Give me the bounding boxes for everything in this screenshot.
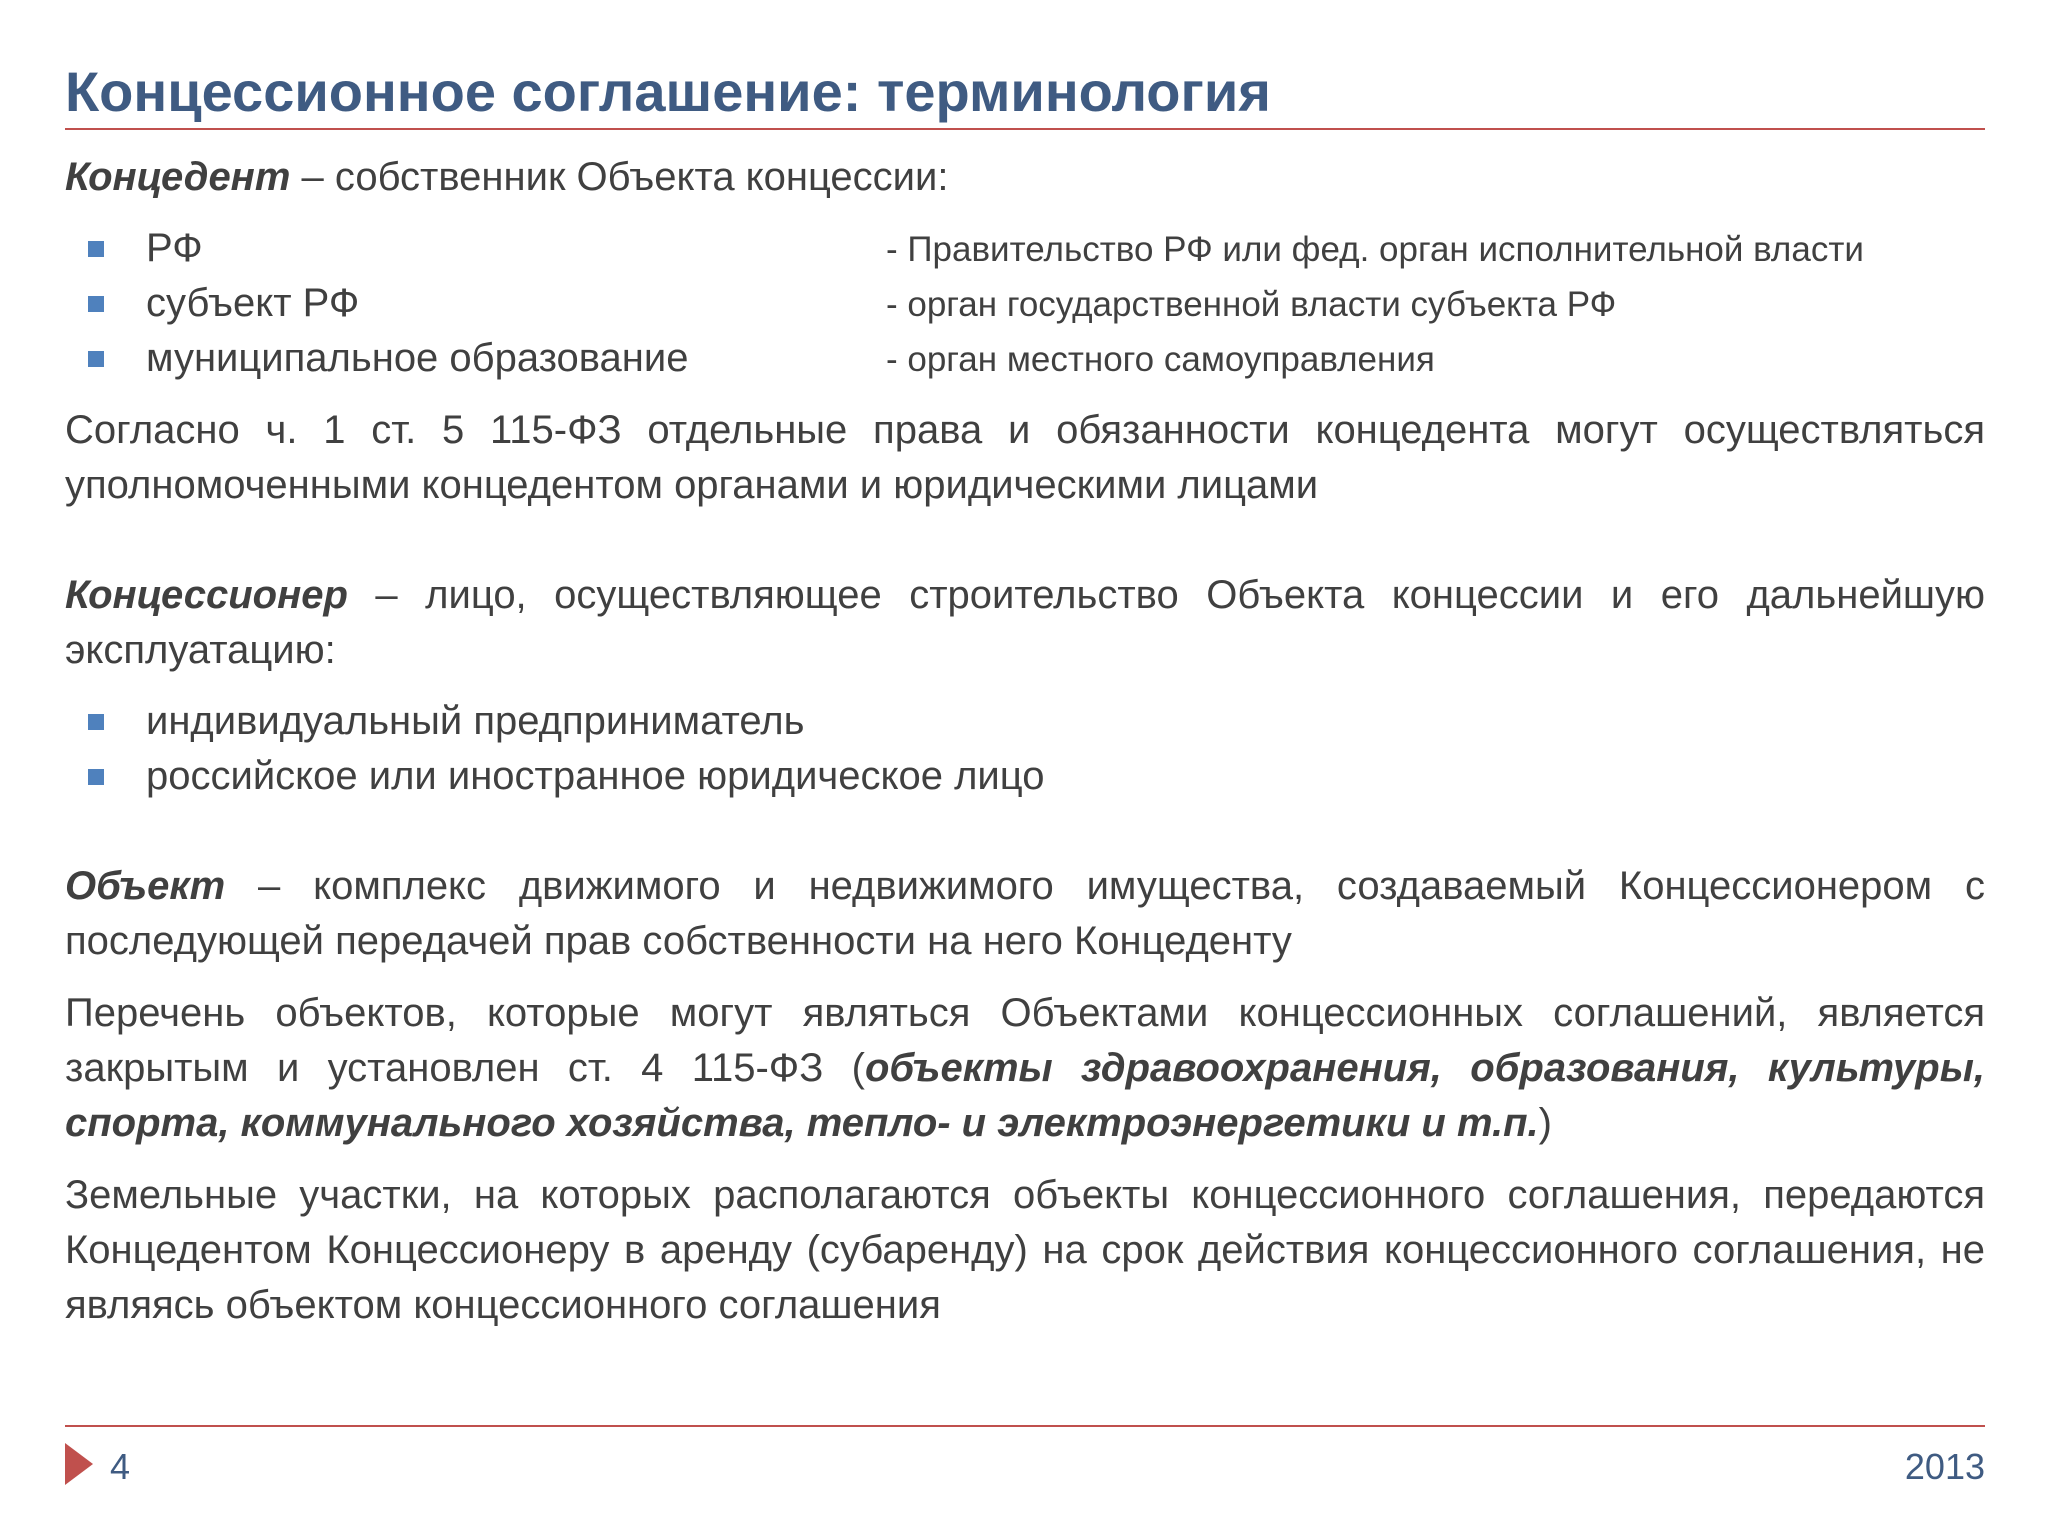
object-definition — [65, 859, 1985, 969]
title-divider — [65, 128, 1985, 130]
concessionaire-definition — [65, 568, 1985, 678]
concessionaire-term: Концессионер — [65, 573, 348, 617]
footer-year: 2013 — [1904, 1446, 1985, 1487]
footer-divider — [65, 1425, 1985, 1427]
object-term: Объект — [65, 864, 226, 908]
concessionaire-item-label: российское или иностранное юридическое лицо — [146, 754, 1045, 798]
list-item — [65, 694, 1985, 749]
concedent-term: Концедент — [65, 155, 291, 199]
concedent-item-note: - орган государственной власти субъекта РФ — [886, 285, 1617, 324]
page-title: Концессионное соглашение: терминология — [65, 60, 1271, 123]
concessionaire-item-label: индивидуальный предприниматель — [146, 699, 805, 743]
concedent-item-note: - орган местного самоуправления — [886, 340, 1435, 379]
concedent-item-note: - Правительство РФ или фед. орган исполнительной власти — [886, 230, 1864, 269]
object-definition-text: – комплекс движимого и недвижимого имущества, создаваемый Концессионером с последующей передачей прав собственности на него Концеденту — [65, 864, 1985, 963]
concedent-item-label: муниципальное образование — [146, 336, 689, 380]
object-list-paragraph — [65, 986, 1985, 1151]
slide-content — [65, 150, 1985, 1333]
bullet-square-icon — [88, 714, 104, 730]
concedent-item-label: субъект РФ — [146, 281, 360, 325]
object-list-close: ) — [1538, 1101, 1552, 1145]
concessionaire-definition-text: – лицо, осуществляющее строительство Объекта концессии и его дальнейшую эксплуатацию: — [65, 573, 1985, 672]
list-item — [65, 276, 1985, 331]
concedent-definition — [65, 150, 1985, 205]
bullet-square-icon — [88, 351, 104, 367]
triangle-marker-icon — [65, 1443, 93, 1485]
object-list-emphasis: объекты здравоохранения, образования, культуры, спорта, коммунального хозяйства, тепло- и электроэнергетики и т.п. — [65, 1046, 1985, 1145]
concedent-list — [65, 221, 1985, 386]
concedent-item-label: РФ — [146, 226, 203, 270]
land-paragraph: Земельные участки, на которых располагаются объекты концессионного соглашения, передаются Концедентом Концессионеру в аренду (субаренду) на срок действия концессионного соглашения, не являясь объектом концессионного соглашения — [65, 1173, 1985, 1327]
page-number: 4 — [110, 1446, 131, 1487]
bullet-square-icon — [88, 296, 104, 312]
bullet-square-icon — [88, 241, 104, 257]
concessionaire-list — [65, 694, 1985, 804]
concedent-rights-paragraph: Согласно ч. 1 ст. 5 115-ФЗ отдельные права и обязанности концедента могут осуществляться уполномоченными концедентом органами и юридическими лицами — [65, 408, 1985, 507]
object-list-intro: Перечень объектов, которые могут являться Объектами концессионных соглашений, является закрытым и установлен ст. 4 115-ФЗ ( — [65, 991, 1985, 1090]
concedent-definition-text: – собственник Объекта концессии: — [290, 155, 949, 199]
bullet-square-icon — [88, 769, 104, 785]
list-item — [65, 221, 1985, 276]
list-item — [65, 749, 1985, 804]
list-item — [65, 331, 1985, 386]
